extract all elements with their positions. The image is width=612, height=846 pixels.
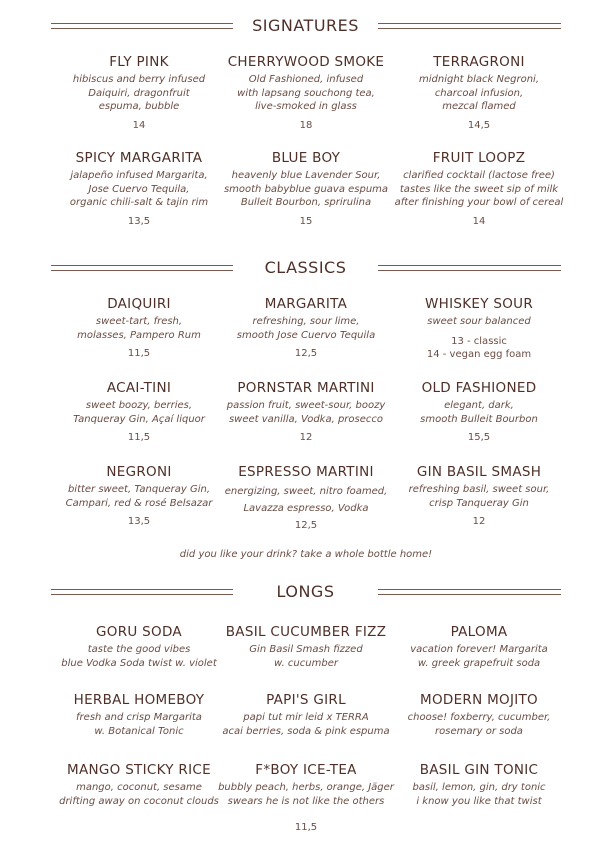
item-description: refreshing basil, sweet sour, crisp Tanqueray Gin bbox=[408, 484, 550, 509]
longs-price: 11,5 bbox=[294, 822, 318, 833]
item-description: refreshing, sour lime, smooth Jose Cuervo Tequila bbox=[236, 316, 376, 341]
menu-item bbox=[380, 150, 578, 228]
item-price: 13,5 bbox=[127, 215, 151, 227]
item-name: FRUIT LOOPZ bbox=[432, 150, 526, 166]
item-name: CHERRYWOOD SMOKE bbox=[227, 54, 385, 70]
menu-item bbox=[385, 624, 573, 670]
item-description: jalapeño infused Margarita, Jose Cuervo Tequila, organic chili-salt & tajin rim bbox=[69, 170, 209, 208]
item-name: HERBAL HOMEBOY bbox=[73, 692, 205, 708]
item-description: sweet boozy, berries, Tanqueray Gin, Açaí liquor bbox=[73, 400, 205, 425]
item-description: Old Fashioned, infused with lapsang souchong tea, live-smoked in glass bbox=[237, 74, 375, 112]
divider bbox=[378, 23, 561, 29]
item-description: Gin Basil Smash fizzed w. cucumber bbox=[249, 644, 363, 669]
item-name: MANGO STICKY RICE bbox=[67, 762, 211, 778]
item-price: 11,5 bbox=[127, 348, 151, 359]
longs-header bbox=[0, 580, 612, 604]
item-name: PALOMA bbox=[450, 624, 508, 640]
divider bbox=[378, 265, 561, 271]
item-price: 12 bbox=[299, 432, 313, 443]
menu-item bbox=[49, 54, 229, 132]
item-price: 14,5 bbox=[467, 119, 491, 131]
item-price: 15 bbox=[299, 215, 313, 227]
item-name: SPICY MARGARITA bbox=[75, 150, 203, 166]
menu-item bbox=[49, 296, 229, 360]
item-price: 14 bbox=[472, 215, 486, 227]
item-name: WHISKEY SOUR bbox=[424, 296, 534, 312]
menu-item bbox=[211, 692, 401, 738]
item-price: 13,5 bbox=[127, 516, 151, 527]
item-price: 12,5 bbox=[294, 520, 318, 531]
item-name: GORU SODA bbox=[96, 624, 182, 640]
item-name: MARGARITA bbox=[264, 296, 348, 312]
item-description: bubbly peach, herbs, orange, Jäger swears he is not like the others bbox=[218, 782, 394, 807]
item-name: MODERN MOJITO bbox=[420, 692, 538, 708]
item-name: PORNSTAR MARTINI bbox=[237, 380, 375, 396]
item-description: sweet-tart, fresh, molasses, Pampero Rum bbox=[77, 316, 201, 341]
item-description: basil, lemon, gin, dry tonic i know you like that twist bbox=[412, 782, 546, 807]
item-price: 13 - classic 14 - vegan egg foam bbox=[426, 335, 532, 360]
item-name: BLUE BOY bbox=[271, 150, 341, 166]
item-price: 15,5 bbox=[467, 432, 491, 443]
item-price: 14 bbox=[132, 119, 146, 131]
menu-item bbox=[216, 464, 396, 532]
menu-item bbox=[216, 624, 396, 670]
divider bbox=[51, 265, 233, 271]
item-description: fresh and crisp Margarita w. Botanical Tonic bbox=[76, 712, 202, 737]
menu-item bbox=[389, 54, 569, 132]
classics-header bbox=[0, 256, 612, 280]
item-description: bitter sweet, Tanqueray Gin, Campari, red & rosé Belsazar bbox=[65, 484, 213, 509]
item-description: hibiscus and berry infused Daiquiri, dragonfruit espuma, bubble bbox=[72, 74, 206, 112]
divider bbox=[378, 589, 561, 595]
menu-item bbox=[216, 296, 396, 360]
item-price: 18 bbox=[299, 119, 313, 131]
item-name: PAPI'S GIRL bbox=[266, 692, 346, 708]
menu-item bbox=[49, 380, 229, 444]
menu-item bbox=[44, 624, 234, 670]
section-title: LONGS bbox=[276, 582, 335, 601]
item-name: DAIQUIRI bbox=[107, 296, 171, 312]
item-description: mango, coconut, sesame drifting away on coconut clouds bbox=[59, 782, 219, 807]
item-name: F*BOY ICE-TEA bbox=[255, 762, 357, 778]
menu-item bbox=[216, 150, 396, 228]
item-name: ACAI-TINI bbox=[106, 380, 172, 396]
item-description: sweet sour balanced bbox=[427, 316, 531, 327]
item-description: midnight black Negroni, charcoal infusion, mezcal flamed bbox=[419, 74, 539, 112]
section-title: CLASSICS bbox=[264, 258, 347, 277]
menu-item bbox=[389, 692, 569, 738]
menu-item bbox=[389, 296, 569, 361]
item-name: GIN BASIL SMASH bbox=[416, 464, 542, 480]
menu-item bbox=[216, 380, 396, 444]
item-description: vacation forever! Margarita w. greek grapefruit soda bbox=[410, 644, 548, 669]
item-price: 12,5 bbox=[294, 348, 318, 359]
item-name: BASIL GIN TONIC bbox=[419, 762, 539, 778]
menu-item bbox=[49, 464, 229, 528]
divider bbox=[51, 23, 233, 29]
item-name: TERRAGRONI bbox=[433, 54, 525, 70]
item-price: 12 bbox=[472, 516, 486, 527]
menu-item bbox=[211, 762, 401, 808]
item-description: choose! foxberry, cucumber, rosemary or soda bbox=[407, 712, 551, 737]
item-description: elegant, dark, smooth Bulleit Bourbon bbox=[420, 400, 538, 425]
item-name: FLY PINK bbox=[109, 54, 169, 70]
menu-item bbox=[49, 692, 229, 738]
bottle-note: did you like your drink? take a whole bottle home! bbox=[179, 549, 433, 560]
menu-item bbox=[389, 762, 569, 808]
signatures-header bbox=[0, 14, 612, 38]
item-description: energizing, sweet, nitro foamed, Lavazza espresso, Vodka bbox=[224, 486, 388, 514]
item-price: 11,5 bbox=[127, 432, 151, 443]
section-title: SIGNATURES bbox=[252, 16, 359, 35]
menu-item bbox=[389, 380, 569, 444]
item-name: OLD FASHIONED bbox=[421, 380, 537, 396]
item-description: clarified cocktail (lactose free) tastes like the sweet sip of milk after finishing your bowl of cereal bbox=[394, 170, 564, 208]
item-description: papi tut mir leid x TERRA acai berries, soda & pink espuma bbox=[222, 712, 390, 737]
item-name: BASIL CUCUMBER FIZZ bbox=[225, 624, 387, 640]
menu-item bbox=[44, 762, 234, 808]
menu-item bbox=[389, 464, 569, 528]
item-name: ESPRESSO MARTINI bbox=[238, 464, 374, 480]
item-description: heavenly blue Lavender Sour, smooth babyblue guava espuma Bulleit Bourbon, sprirulina bbox=[223, 170, 389, 208]
divider bbox=[51, 589, 233, 595]
menu-item bbox=[49, 150, 229, 228]
menu-item bbox=[216, 54, 396, 132]
item-description: passion fruit, sweet-sour, boozy sweet vanilla, Vodka, prosecco bbox=[226, 400, 386, 425]
item-description: taste the good vibes blue Vodka Soda twist w. violet bbox=[61, 644, 217, 669]
item-name: NEGRONI bbox=[106, 464, 172, 480]
